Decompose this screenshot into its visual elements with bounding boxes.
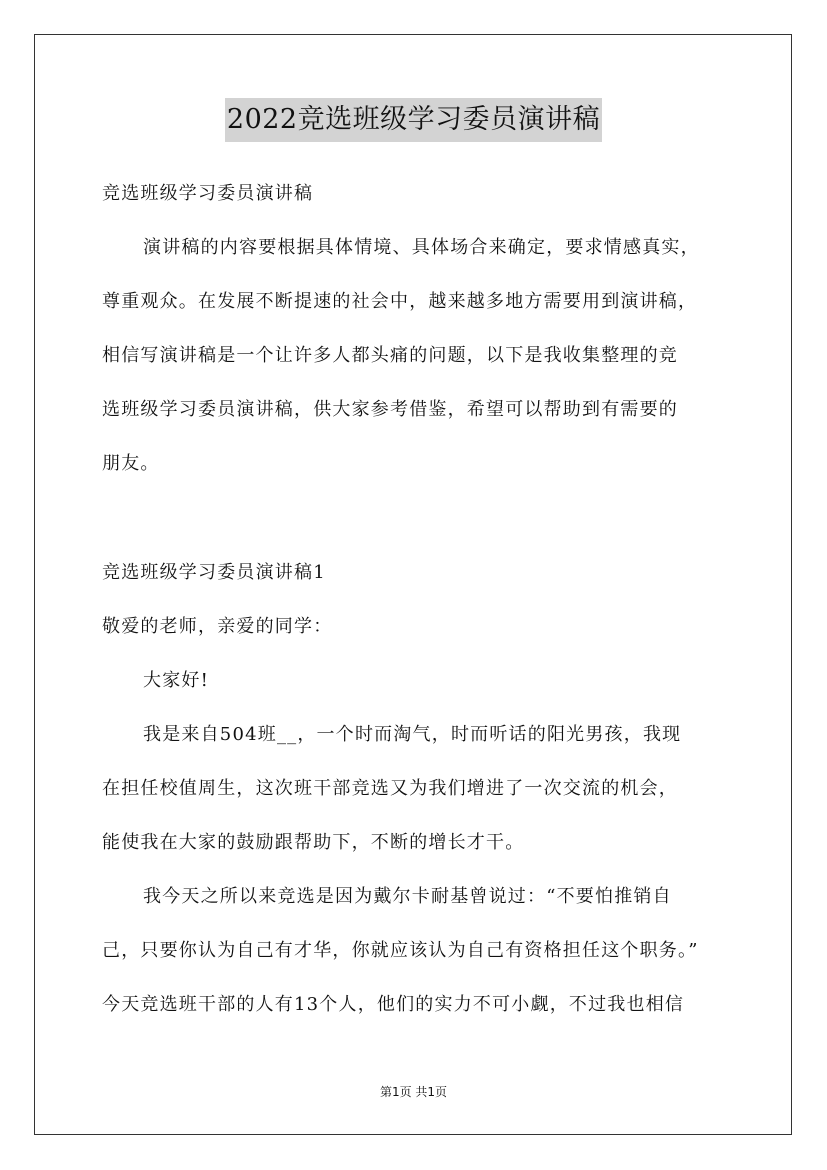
section-heading: 竞选班级学习委员演讲稿1 [102,562,326,583]
paragraph-line: 朋友。 [102,453,160,474]
paragraph-line: 我是来自504班__，一个时而淘气，时而听话的阳光男孩，我现 [143,724,682,745]
paragraph-line: 演讲稿的内容要根据具体情境、具体场合来确定，要求情感真实， [143,237,700,258]
document-title-wrap [0,98,827,142]
paragraph-line: 选班级学习委员演讲稿，供大家参考借鉴，希望可以帮助到有需要的 [102,399,678,420]
paragraph-line: 在担任校值周生，这次班干部竞选又为我们增进了一次交流的机会， [102,778,678,799]
paragraph-line: 相信写演讲稿是一个让许多人都头痛的问题，以下是我收集整理的竞 [102,345,678,366]
paragraph-line: 我今天之所以来竞选是因为戴尔卡耐基曾说过：“不要怕推销自 [143,886,672,907]
greeting-line: 大家好! [143,670,210,691]
paragraph-line: 己，只要你认为自己有才华，你就应该认为自己有资格担任这个职务。” [102,940,699,961]
section-heading: 竞选班级学习委员演讲稿 [102,183,314,204]
paragraph-line: 能使我在大家的鼓励跟帮助下，不断的增长才干。 [102,832,525,853]
paragraph-line: 尊重观众。在发展不断提速的社会中，越来越多地方需要用到演讲稿， [102,291,698,312]
document-title: 2022竞选班级学习委员演讲稿 [225,98,602,142]
page-number-footer: 第1页 共1页 [379,1085,448,1099]
paragraph-line: 今天竞选班干部的人有13个人，他们的实力不可小觑，不过我也相信 [102,994,685,1015]
salutation-line: 敬爱的老师，亲爱的同学： [102,616,333,637]
